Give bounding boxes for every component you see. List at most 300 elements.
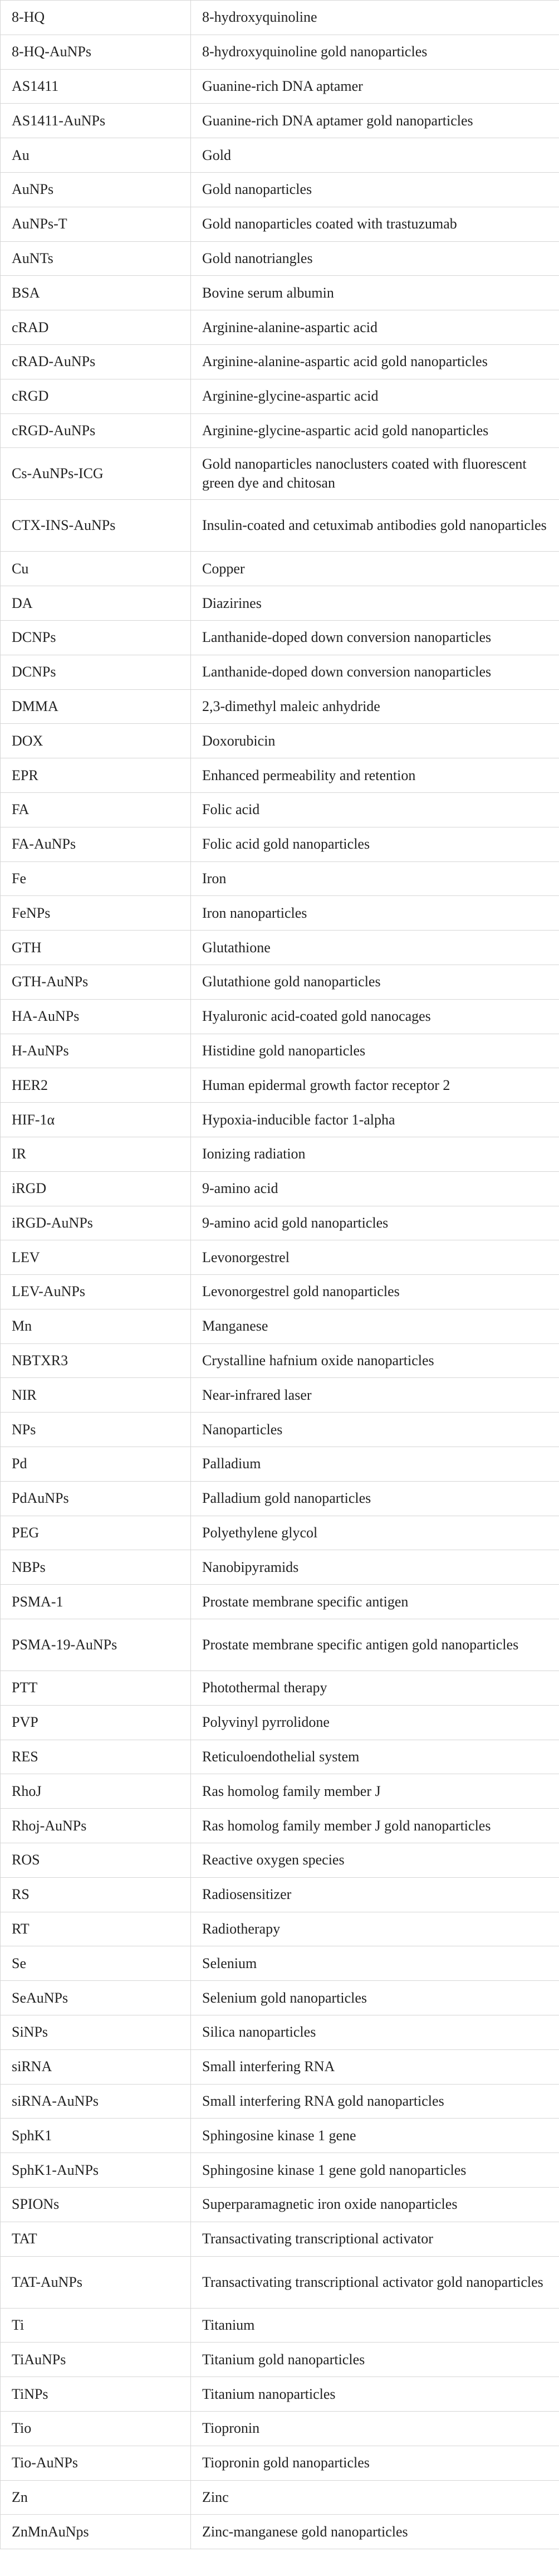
abbreviation-cell <box>1 792 191 827</box>
definition-text: Iron nanoparticles <box>202 904 307 921</box>
definition-cell <box>191 104 559 138</box>
table-row <box>1 379 559 413</box>
definition-cell <box>191 655 559 689</box>
abbreviation-cell <box>1 896 191 931</box>
abbreviation-text: AuNPs-T <box>12 216 67 232</box>
abbreviation-text: DCNPs <box>12 664 56 680</box>
definition-text: Doxorubicin <box>202 732 276 749</box>
abbreviation-cell <box>1 931 191 965</box>
definition-text: Transactivating transcriptional activator <box>202 2231 433 2247</box>
abbreviation-text: ROS <box>12 1852 40 1868</box>
abbreviation-text: H-AuNPs <box>12 1042 69 1059</box>
definition-text: Photothermal therapy <box>202 1679 327 1696</box>
definition-cell <box>191 1516 559 1550</box>
abbreviation-text: PSMA-19-AuNPs <box>12 1637 117 1653</box>
definition-text: Sphingosine kinase 1 gene <box>202 2127 356 2144</box>
table-row <box>1 1309 559 1343</box>
definition-text: Near-infrared laser <box>202 1386 312 1403</box>
abbreviation-text: siRNA <box>12 2058 52 2075</box>
abbreviation-cell <box>1 1671 191 1706</box>
definition-text: Nanobipyramids <box>202 1559 299 1575</box>
definition-cell <box>191 1585 559 1619</box>
table-row <box>1 1275 559 1309</box>
abbreviation-cell <box>1 1309 191 1343</box>
definition-text: Polyvinyl pyrrolidone <box>202 1714 330 1731</box>
abbreviation-cell <box>1 207 191 241</box>
abbreviation-cell <box>1 2256 191 2308</box>
table-row <box>1 448 559 500</box>
abbreviation-text: NIR <box>12 1386 37 1403</box>
definition-cell <box>191 1619 559 1671</box>
definition-cell <box>191 2412 559 2446</box>
table-row <box>1 2343 559 2377</box>
abbreviation-text: TAT-AuNPs <box>12 2273 82 2290</box>
definition-cell <box>191 1981 559 2015</box>
abbreviation-cell <box>1 1378 191 1413</box>
definition-cell <box>191 1171 559 1206</box>
definition-text: Enhanced permeability and retention <box>202 767 416 783</box>
abbreviation-cell <box>1 138 191 173</box>
abbreviation-text: NBPs <box>12 1559 46 1575</box>
table-row <box>1 689 559 724</box>
definition-cell <box>191 620 559 655</box>
abbreviation-cell <box>1 500 191 552</box>
abbreviation-text: Rhoj-AuNPs <box>12 1817 87 1834</box>
table-row <box>1 1137 559 1171</box>
abbreviation-cell <box>1 1705 191 1740</box>
definition-cell <box>191 1740 559 1774</box>
abbreviation-text: LEV-AuNPs <box>12 1283 85 1300</box>
definition-text: Arginine-alanine-aspartic acid <box>202 319 377 335</box>
definition-text: Gold nanotriangles <box>202 250 313 266</box>
abbreviation-text: SphK1-AuNPs <box>12 2161 99 2178</box>
definition-text: Sphingosine kinase 1 gene gold nanoparticles <box>202 2161 467 2178</box>
definition-cell <box>191 1447 559 1482</box>
definition-text: Guanine-rich DNA aptamer <box>202 77 363 94</box>
table-row <box>1 724 559 758</box>
table-row <box>1 1946 559 1981</box>
definition-text: Copper <box>202 560 245 577</box>
definition-text: Human epidermal growth factor receptor 2 <box>202 1077 450 1093</box>
abbreviation-text: NPs <box>12 1421 36 1438</box>
abbreviation-text: SiNPs <box>12 2024 48 2041</box>
abbreviation-text: Ti <box>12 2317 24 2333</box>
definition-cell <box>191 1275 559 1309</box>
definition-text: Gold <box>202 147 231 163</box>
abbreviation-cell <box>1 344 191 379</box>
abbreviation-cell <box>1 2480 191 2515</box>
abbreviation-cell <box>1 2308 191 2343</box>
abbreviation-text: FA <box>12 801 30 818</box>
abbreviation-cell <box>1 310 191 345</box>
abbreviation-text: iRGD <box>12 1180 47 1197</box>
definition-cell <box>191 861 559 896</box>
definition-text: Tiopronin <box>202 2420 260 2437</box>
definition-text: Selenium gold nanoparticles <box>202 1989 367 2006</box>
definition-text: Arginine-alanine-aspartic acid gold nanoparticles <box>202 353 488 370</box>
definition-cell <box>191 344 559 379</box>
abbreviation-cell <box>1 2343 191 2377</box>
table-row <box>1 861 559 896</box>
abbreviation-cell <box>1 1034 191 1068</box>
abbreviation-cell <box>1 241 191 276</box>
table-row <box>1 1740 559 1774</box>
abbreviation-cell <box>1 2153 191 2188</box>
definition-text: Small interfering RNA <box>202 2058 335 2075</box>
table-row <box>1 2412 559 2446</box>
definition-cell <box>191 138 559 173</box>
abbreviation-cell <box>1 2015 191 2050</box>
abbreviation-text: cRGD <box>12 388 49 405</box>
table-row <box>1 2049 559 2084</box>
abbreviation-cell <box>1 1240 191 1275</box>
definition-text: Palladium <box>202 1455 261 1472</box>
abbreviation-cell <box>1 655 191 689</box>
abbreviation-cell <box>1 1774 191 1809</box>
definition-text: Small interfering RNA gold nanoparticles <box>202 2093 444 2110</box>
abbreviation-text: BSA <box>12 284 40 301</box>
abbreviation-cell <box>1 1103 191 1137</box>
table-row <box>1 655 559 689</box>
abbreviation-text: 8-HQ-AuNPs <box>12 43 91 60</box>
abbreviation-cell <box>1 1809 191 1843</box>
abbreviation-text: PdAuNPs <box>12 1490 69 1507</box>
abbreviation-cell <box>1 2084 191 2119</box>
table-row <box>1 931 559 965</box>
table-row <box>1 1 559 35</box>
abbreviation-cell <box>1 1912 191 1946</box>
definition-cell <box>191 379 559 413</box>
table-row <box>1 1481 559 1516</box>
abbreviation-text: PSMA-1 <box>12 1593 63 1610</box>
table-row <box>1 1378 559 1413</box>
abbreviation-cell <box>1 1413 191 1447</box>
definition-text: Folic acid gold nanoparticles <box>202 836 370 853</box>
table-row <box>1 1981 559 2015</box>
table-row <box>1 1705 559 1740</box>
definition-cell <box>191 999 559 1034</box>
definition-cell <box>191 241 559 276</box>
definition-cell <box>191 1774 559 1809</box>
definition-text: Zinc <box>202 2489 229 2505</box>
abbreviation-cell <box>1 69 191 104</box>
definition-cell <box>191 1343 559 1378</box>
table-row <box>1 1240 559 1275</box>
definition-cell <box>191 586 559 621</box>
definition-cell <box>191 1481 559 1516</box>
abbreviation-text: HER2 <box>12 1077 48 1093</box>
definition-cell <box>191 2153 559 2188</box>
abbreviation-cell <box>1 448 191 500</box>
table-row <box>1 310 559 345</box>
abbreviation-cell <box>1 1585 191 1619</box>
table-row <box>1 620 559 655</box>
table-row <box>1 2188 559 2222</box>
table-row <box>1 965 559 999</box>
abbreviation-cell <box>1 35 191 69</box>
abbreviation-cell <box>1 1275 191 1309</box>
definition-text: Levonorgestrel <box>202 1249 290 1265</box>
definition-cell <box>191 2222 559 2256</box>
definition-text: Manganese <box>202 1318 268 1335</box>
definition-cell <box>191 2015 559 2050</box>
abbreviation-cell <box>1 1843 191 1878</box>
definition-text: Hyaluronic acid-coated gold nanocages <box>202 1008 431 1025</box>
abbreviation-text: DOX <box>12 732 43 749</box>
definition-cell <box>191 552 559 586</box>
definition-text: Radiotherapy <box>202 1921 281 1937</box>
table-row <box>1 2377 559 2412</box>
table-row <box>1 1171 559 1206</box>
definition-text: Arginine-glycine-aspartic acid <box>202 388 379 405</box>
definition-text: Selenium <box>202 1955 257 1971</box>
table-row <box>1 413 559 448</box>
abbreviation-text: AuNTs <box>12 250 53 266</box>
definition-cell <box>191 1137 559 1171</box>
definition-text: 8-hydroxyquinoline gold nanoparticles <box>202 43 428 60</box>
table-row <box>1 172 559 207</box>
definition-cell <box>191 2308 559 2343</box>
definition-cell <box>191 172 559 207</box>
abbreviation-text: Fe <box>12 870 26 887</box>
table-row <box>1 999 559 1034</box>
abbreviation-cell <box>1 689 191 724</box>
abbreviation-text: NBTXR3 <box>12 1352 68 1369</box>
definition-cell <box>191 2188 559 2222</box>
definition-text: Nanoparticles <box>202 1421 283 1438</box>
abbreviation-text: DA <box>12 595 33 611</box>
abbreviation-text: HIF-1α <box>12 1111 55 1128</box>
definition-text: Crystalline hafnium oxide nanoparticles <box>202 1352 434 1369</box>
definition-text: Histidine gold nanoparticles <box>202 1042 366 1059</box>
table-row <box>1 2222 559 2256</box>
definition-text: Ras homolog family member J <box>202 1783 381 1799</box>
abbreviation-cell <box>1 586 191 621</box>
table-row <box>1 1516 559 1550</box>
definition-cell <box>191 965 559 999</box>
abbreviation-cell <box>1 2119 191 2153</box>
definition-cell <box>191 35 559 69</box>
abbreviation-cell <box>1 1946 191 1981</box>
table-row <box>1 1809 559 1843</box>
definition-text: Titanium nanoparticles <box>202 2385 336 2402</box>
definition-text: Folic acid <box>202 801 260 818</box>
table-row <box>1 827 559 861</box>
abbreviation-cell <box>1 2377 191 2412</box>
definition-cell <box>191 2446 559 2480</box>
definition-cell <box>191 1240 559 1275</box>
definition-cell <box>191 1877 559 1912</box>
definition-cell <box>191 1705 559 1740</box>
table-row <box>1 2446 559 2480</box>
abbreviation-cell <box>1 1171 191 1206</box>
definition-cell <box>191 2256 559 2308</box>
definition-cell <box>191 827 559 861</box>
definition-cell <box>191 1068 559 1103</box>
definition-text: 9-amino acid gold nanoparticles <box>202 1214 389 1231</box>
abbreviation-text: HA-AuNPs <box>12 1008 80 1025</box>
definition-text: Lanthanide-doped down conversion nanoparticles <box>202 664 492 680</box>
abbreviation-cell <box>1 413 191 448</box>
table-row <box>1 69 559 104</box>
abbreviation-text: AS1411 <box>12 77 59 94</box>
abbreviation-cell <box>1 620 191 655</box>
table-row <box>1 241 559 276</box>
definition-text: 9-amino acid <box>202 1180 278 1197</box>
definition-text: Arginine-glycine-aspartic acid gold nanoparticles <box>202 422 489 439</box>
table-row <box>1 758 559 793</box>
definition-cell <box>191 689 559 724</box>
definition-text: Ras homolog family member J gold nanoparticles <box>202 1817 491 1834</box>
definition-cell <box>191 1946 559 1981</box>
definition-cell <box>191 724 559 758</box>
definition-text: Transactivating transcriptional activator gold nanoparticles <box>202 2273 543 2290</box>
abbreviation-cell <box>1 1981 191 2015</box>
table-row <box>1 207 559 241</box>
abbreviation-text: TAT <box>12 2231 37 2247</box>
abbreviation-text: PVP <box>12 1714 38 1731</box>
abbreviation-cell <box>1 1550 191 1585</box>
table-row <box>1 1774 559 1809</box>
definition-text: Bovine serum albumin <box>202 284 334 301</box>
abbreviation-text: EPR <box>12 767 38 783</box>
definition-text: Gold nanoparticles coated with trastuzumab <box>202 216 457 232</box>
abbreviation-text: RES <box>12 1749 38 1765</box>
abbreviation-cell <box>1 1447 191 1482</box>
abbreviation-text: RS <box>12 1886 30 1903</box>
table-row <box>1 896 559 931</box>
definition-cell <box>191 1 559 35</box>
abbreviation-cell <box>1 1068 191 1103</box>
definition-text: Radiosensitizer <box>202 1886 292 1903</box>
abbreviation-cell <box>1 1481 191 1516</box>
table-row <box>1 1671 559 1706</box>
abbreviation-cell <box>1 104 191 138</box>
abbreviation-cell <box>1 724 191 758</box>
abbreviation-cell <box>1 965 191 999</box>
abbreviation-cell <box>1 1619 191 1671</box>
table-row <box>1 2515 559 2549</box>
abbreviation-text: SPIONs <box>12 2196 60 2213</box>
definition-text: Titanium <box>202 2317 255 2333</box>
abbreviation-text: RhoJ <box>12 1783 42 1799</box>
definition-text: Silica nanoparticles <box>202 2024 316 2041</box>
abbreviation-text: SphK1 <box>12 2127 52 2144</box>
table-row <box>1 792 559 827</box>
abbreviation-cell <box>1 999 191 1034</box>
abbreviation-text: TiNPs <box>12 2385 48 2402</box>
definition-text: Polyethylene glycol <box>202 1525 318 1541</box>
table-row <box>1 2084 559 2119</box>
definition-text: Superparamagnetic iron oxide nanoparticles <box>202 2196 458 2213</box>
abbreviation-text: AS1411-AuNPs <box>12 112 106 129</box>
definition-text: Reticuloendothelial system <box>202 1749 360 1765</box>
definition-text: Tiopronin gold nanoparticles <box>202 2455 370 2471</box>
abbreviation-text: GTH <box>12 939 42 956</box>
definition-text: Glutathione gold nanoparticles <box>202 973 381 990</box>
abbreviation-text: Zn <box>12 2489 28 2505</box>
definition-text: Prostate membrane specific antigen gold nanoparticles <box>202 1637 519 1653</box>
abbreviation-text: 8-HQ <box>12 9 45 26</box>
table-row <box>1 1877 559 1912</box>
definition-cell <box>191 1671 559 1706</box>
definition-text: 2,3-dimethyl maleic anhydride <box>202 698 380 714</box>
abbreviation-text: CTX-INS-AuNPs <box>12 517 116 534</box>
definition-text: Insulin-coated and cetuximab antibodies gold nanoparticles <box>202 517 547 534</box>
definition-cell <box>191 2119 559 2153</box>
table-row <box>1 1343 559 1378</box>
abbreviation-cell <box>1 1877 191 1912</box>
abbreviation-text: iRGD-AuNPs <box>12 1214 93 1231</box>
definition-text: Levonorgestrel gold nanoparticles <box>202 1283 400 1300</box>
abbreviation-cell <box>1 827 191 861</box>
definition-cell <box>191 310 559 345</box>
abbreviation-cell <box>1 1343 191 1378</box>
table-row <box>1 1068 559 1103</box>
definition-cell <box>191 1550 559 1585</box>
definition-text: Gold nanoparticles <box>202 181 312 198</box>
abbreviation-cell <box>1 861 191 896</box>
definition-cell <box>191 69 559 104</box>
abbreviation-text: AuNPs <box>12 181 54 198</box>
abbreviation-text: Mn <box>12 1318 32 1335</box>
abbreviation-cell <box>1 276 191 310</box>
abbreviation-text: TiAuNPs <box>12 2351 66 2368</box>
definition-text: Reactive oxygen species <box>202 1852 345 1868</box>
abbreviation-cell <box>1 1137 191 1171</box>
abbreviation-text: LEV <box>12 1249 40 1265</box>
abbreviation-text: DCNPs <box>12 629 56 646</box>
abbreviation-cell <box>1 2222 191 2256</box>
abbreviation-cell <box>1 1 191 35</box>
abbreviation-cell <box>1 172 191 207</box>
definition-cell <box>191 2343 559 2377</box>
definition-cell <box>191 1034 559 1068</box>
abbreviation-cell <box>1 758 191 793</box>
abbreviation-text: cRGD-AuNPs <box>12 422 96 439</box>
definition-cell <box>191 2480 559 2515</box>
table-row <box>1 276 559 310</box>
abbreviation-cell <box>1 379 191 413</box>
definition-cell <box>191 2515 559 2549</box>
definition-text: Iron <box>202 870 227 887</box>
definition-text: Prostate membrane specific antigen <box>202 1593 409 1610</box>
abbreviation-text: FA-AuNPs <box>12 836 76 853</box>
abbreviation-text: Se <box>12 1955 26 1971</box>
definition-text: 8-hydroxyquinoline <box>202 9 317 26</box>
abbreviation-cell <box>1 2412 191 2446</box>
table-row <box>1 344 559 379</box>
definition-cell <box>191 1843 559 1878</box>
definition-text: Ionizing radiation <box>202 1146 306 1162</box>
abbreviation-text: Au <box>12 147 30 163</box>
abbreviation-table-body <box>1 1 559 2549</box>
table-row <box>1 552 559 586</box>
definition-cell <box>191 931 559 965</box>
table-row <box>1 500 559 552</box>
table-row <box>1 1843 559 1878</box>
definition-text: Glutathione <box>202 939 271 956</box>
abbreviation-cell <box>1 2188 191 2222</box>
abbreviation-cell <box>1 2446 191 2480</box>
table-row <box>1 586 559 621</box>
definition-cell <box>191 500 559 552</box>
table-row <box>1 1413 559 1447</box>
definition-cell <box>191 207 559 241</box>
table-row <box>1 1619 559 1671</box>
abbreviation-text: PTT <box>12 1679 38 1696</box>
table-row <box>1 2119 559 2153</box>
